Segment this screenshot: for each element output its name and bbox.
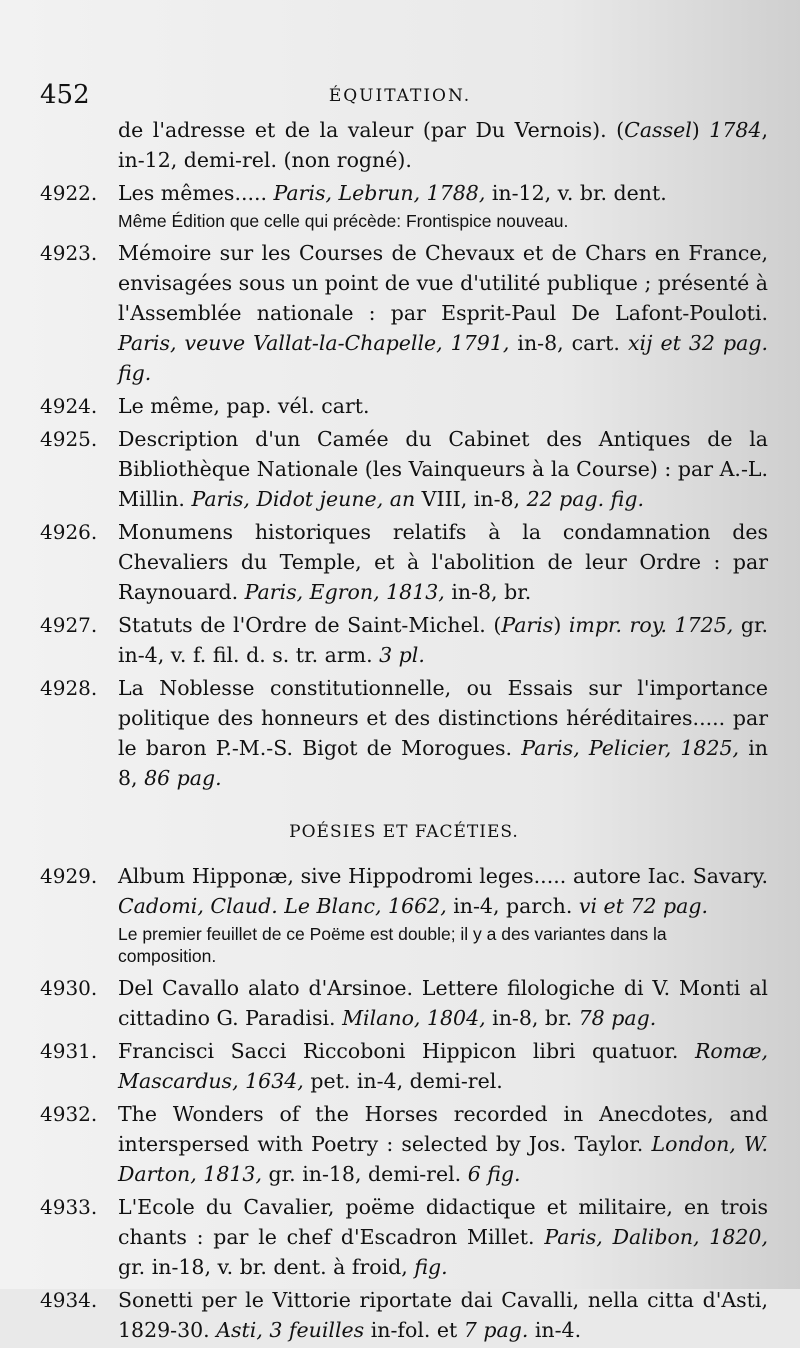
entry-number: 4924. bbox=[40, 394, 98, 418]
catalogue-entry-4922 bbox=[40, 178, 768, 232]
entry-text-part: Sonetti per le Vittorie riportate dai Cavalli, nella citta d'Asti, 1829-30. bbox=[118, 1288, 768, 1342]
entry-text-part: , in-12, demi-rel. (non rogné). bbox=[118, 118, 768, 172]
entry-note: Même Édition que celle qui précède: Frontispice nouveau. bbox=[118, 211, 569, 231]
entry-imprint-italic: fig. bbox=[414, 1255, 448, 1279]
entry-text-part: La Noblesse constitutionnelle, ou Essais sur l'importance politique des honneurs et des distinctions héréditaires..... par le baron P.-M.-S. Bigot de Morogues. bbox=[118, 676, 768, 760]
entry-number: 4926. bbox=[40, 520, 98, 544]
entry-imprint-italic: 78 pag. bbox=[578, 1006, 657, 1030]
entry-text-part: in 8, bbox=[118, 736, 768, 790]
entry-text bbox=[118, 1036, 768, 1096]
entry-imprint-italic: 86 pag. bbox=[144, 766, 222, 790]
entry-text-part: pet. in-4, demi-rel. bbox=[303, 1069, 503, 1093]
entry-text-part: gr. in-18, demi-rel. bbox=[261, 1162, 468, 1186]
entry-text-part: in-4. bbox=[528, 1318, 582, 1342]
entry-number: 4925. bbox=[40, 427, 98, 451]
entry-imprint-italic: Paris, Egron, 1813, bbox=[244, 580, 445, 604]
entry-text bbox=[118, 973, 768, 1033]
entries-block-equitation bbox=[40, 115, 768, 793]
entry-text-part: in-8, br. bbox=[444, 580, 532, 604]
entry-text bbox=[118, 1099, 768, 1189]
entry-text bbox=[118, 115, 768, 175]
entry-text-part: Les mêmes..... bbox=[118, 181, 274, 205]
entry-text-part: Description d'un Camée du Cabinet des Antiques de la Bibliothèque Nationale (les Vainqueurs à la Course) : par A.-L. Millin. bbox=[118, 427, 768, 511]
entry-text bbox=[118, 861, 768, 921]
entry-imprint-italic: Cassel bbox=[624, 118, 692, 142]
entry-text bbox=[118, 424, 768, 514]
entry-text-part: ) bbox=[691, 118, 710, 142]
entry-text-part: in-8, cart. bbox=[509, 331, 628, 355]
catalogue-entry-4929 bbox=[40, 861, 768, 967]
entry-text-part: gr. in-18, v. br. dent. à froid, bbox=[118, 1255, 415, 1279]
entries-block-poesies bbox=[40, 861, 768, 1345]
entry-text-part: Album Hipponæ, sive Hippodromi leges..... autore Iac. Savary. bbox=[118, 864, 768, 888]
entry-text-part: Francisci Sacci Riccoboni Hippicon libri quatuor. bbox=[118, 1039, 695, 1063]
entry-text-part: gr. in-4, v. f. fil. d. s. tr. arm. bbox=[118, 613, 769, 667]
entry-imprint-italic: 1784 bbox=[709, 118, 762, 142]
entry-imprint-italic: Paris, Didot jeune, an bbox=[191, 487, 416, 511]
entry-text-part: VIII, in-8, bbox=[415, 487, 527, 511]
entry-number: 4933. bbox=[40, 1195, 98, 1219]
entry-text-part: in-4, parch. bbox=[446, 894, 579, 918]
catalogue-entry-4924 bbox=[40, 391, 768, 421]
entry-imprint-italic: Paris, Dalibon, 1820, bbox=[544, 1225, 768, 1249]
entry-text bbox=[118, 517, 768, 607]
entry-imprint-italic: Milano, 1804, bbox=[342, 1006, 486, 1030]
entry-text bbox=[118, 673, 768, 793]
catalogue-entry-4930 bbox=[40, 973, 768, 1033]
catalogue-entry-4927 bbox=[40, 610, 768, 670]
catalogue-entry-4923 bbox=[40, 238, 768, 388]
entry-number: 4929. bbox=[40, 864, 98, 888]
catalogue-entry-4933 bbox=[40, 1192, 768, 1282]
catalogue-entry-4931 bbox=[40, 1036, 768, 1096]
entry-imprint-italic: 6 fig. bbox=[467, 1162, 521, 1186]
entry-text bbox=[118, 178, 768, 208]
entry-imprint-italic: 3 pl. bbox=[379, 643, 425, 667]
entry-text bbox=[118, 238, 768, 388]
entry-text-part: Le même, pap. vél. cart. bbox=[118, 394, 370, 418]
catalogue-entry-4925 bbox=[40, 424, 768, 514]
entry-imprint-italic: Romæ, Mascardus, 1634, bbox=[118, 1039, 768, 1093]
entry-text-part: Del Cavallo alato d'Arsinoe. Lettere filologiche di V. Monti al cittadino G. Paradisi. bbox=[118, 976, 768, 1030]
entry-number: 4934. bbox=[40, 1288, 98, 1312]
entry-number: 4931. bbox=[40, 1039, 98, 1063]
running-title: ÉQUITATION. bbox=[328, 86, 472, 106]
entry-number: 4923. bbox=[40, 241, 98, 265]
entry-text-part: Monumens historiques relatifs à la condamnation des Chevaliers du Temple, et à l'abolition de leur Ordre : par Raynouard. bbox=[118, 520, 768, 604]
catalogue-entry-4926 bbox=[40, 517, 768, 607]
entry-note: Le premier feuillet de ce Poëme est double; il y a des variantes dans la composition. bbox=[118, 924, 667, 966]
entry-imprint-italic: Paris, Lebrun, 1788, bbox=[273, 181, 486, 205]
entry-text-part: in-8, br. bbox=[485, 1006, 579, 1030]
entry-text-part: ) bbox=[553, 613, 569, 637]
entry-imprint-italic: 7 pag. bbox=[463, 1318, 529, 1342]
page-header bbox=[40, 80, 760, 114]
catalogue-entry-4928 bbox=[40, 673, 768, 793]
entry-number: 4932. bbox=[40, 1102, 98, 1126]
entry-text-part: Mémoire sur les Courses de Chevaux et de Chars en France, envisagées sous un point de vue d'utilité publique ; présenté à l'Assemblée nationale : par Esprit-Paul De Lafont-Pouloti. bbox=[118, 241, 768, 325]
entry-text-part: Statuts de l'Ordre de Saint-Michel. ( bbox=[118, 613, 502, 637]
entry-number: 4922. bbox=[40, 181, 98, 205]
entry-imprint-italic: vi et 72 pag. bbox=[578, 894, 709, 918]
catalogue-entry-4934 bbox=[40, 1285, 768, 1345]
entry-imprint-italic: Asti, 3 feuilles bbox=[216, 1318, 365, 1342]
section-heading: POÉSIES ET FACÉTIES. bbox=[289, 822, 519, 842]
entry-imprint-italic: 22 pag. fig. bbox=[526, 487, 644, 511]
entry-text-part: in-fol. et bbox=[364, 1318, 464, 1342]
entry-text bbox=[118, 1192, 768, 1282]
entry-imprint-italic: Cadomi, Claud. Le Blanc, 1662, bbox=[118, 894, 447, 918]
catalogue-entry-continuation bbox=[40, 115, 768, 175]
entry-imprint-italic: xij et 32 pag. fig. bbox=[118, 331, 768, 385]
entry-imprint-italic: London, W. Darton, 1813, bbox=[118, 1132, 768, 1186]
entry-number: 4927. bbox=[40, 613, 98, 637]
catalogue-content bbox=[40, 115, 768, 1348]
entry-text bbox=[118, 391, 768, 421]
entry-text bbox=[118, 610, 768, 670]
entry-text-part: de l'adresse et de la valeur (par Du Vernois). ( bbox=[118, 118, 625, 142]
entry-imprint-italic: Paris, Pelicier, 1825, bbox=[521, 736, 740, 760]
entry-text-part: in-12, v. br. dent. bbox=[485, 181, 667, 205]
entry-imprint-italic: impr. roy. 1725, bbox=[568, 613, 734, 637]
page-number: 452 bbox=[40, 80, 90, 110]
entry-imprint-italic: Paris bbox=[501, 613, 554, 637]
entry-text-part: The Wonders of the Horses recorded in Anecdotes, and interspersed with Poetry : selected by Jos. Taylor. bbox=[118, 1102, 768, 1156]
entry-text bbox=[118, 1285, 768, 1345]
entry-text-part: L'Ecole du Cavalier, poëme didactique et militaire, en trois chants : par le chef d'Escadron Millet. bbox=[118, 1195, 768, 1249]
entry-imprint-italic: Paris, veuve Vallat-la-Chapelle, 1791, bbox=[118, 331, 510, 355]
entry-number: 4930. bbox=[40, 976, 98, 1000]
catalogue-entry-4932 bbox=[40, 1099, 768, 1189]
entry-number: 4928. bbox=[40, 676, 98, 700]
